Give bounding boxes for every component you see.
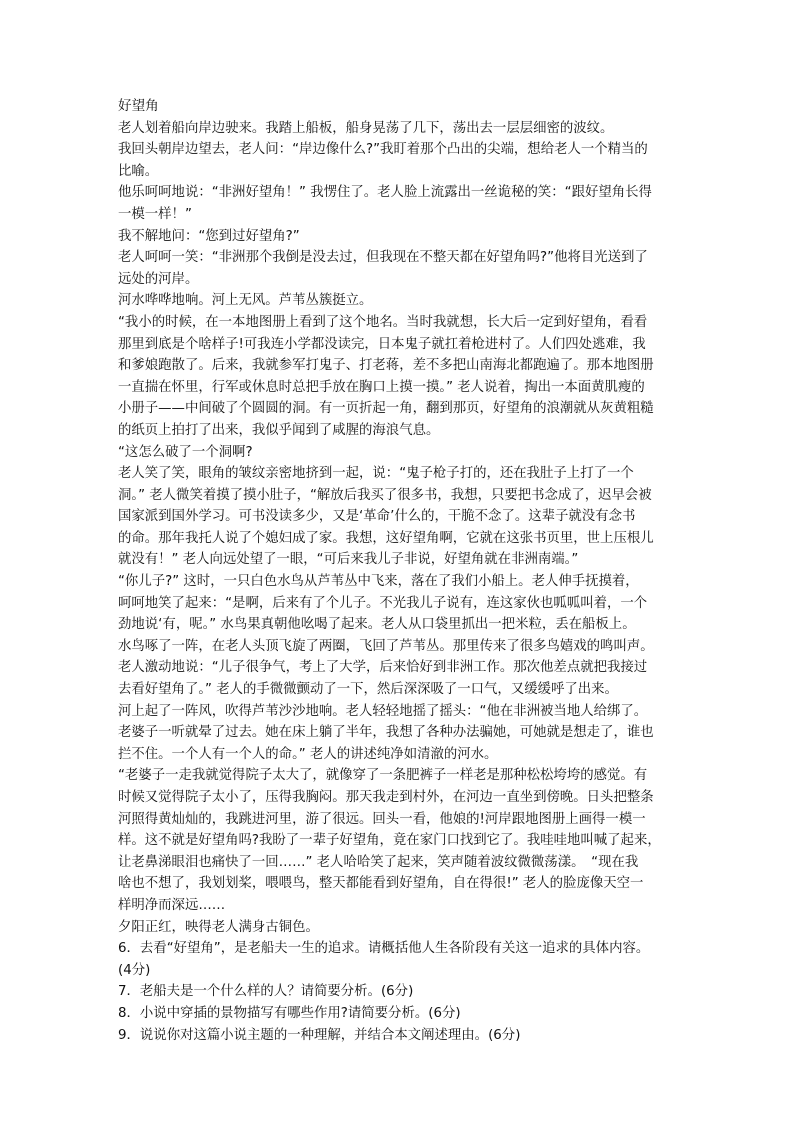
text-line: 的纸页上拍打了出来，我似乎闻到了咸腥的海浪气息。: [118, 422, 440, 438]
text-line: 河水哗哗地响。河上无风。芦苇丛簇挺立。: [118, 293, 373, 309]
text-line: 去看好望角了。” 老人的手微微颤动了一下，然后深深吸了一口气，又缓缓呼了出来。: [118, 682, 618, 698]
text-line: 国家派到国外学习。可书没读多少，又是‘革命’什么的，干脆不念了。这辈子就没有念书: [118, 509, 636, 525]
text-line: 老人笑了笑，眼角的皱纹亲密地挤到一起，说：“鬼子枪子打的，还在我肚子上打了一个: [118, 466, 634, 482]
text-line: 和爹娘跑散了。后来，我就参军打鬼子、打老蒋，差不多把山南海北都跑遍了。那本地图册: [118, 358, 654, 374]
text-line: 9．说说你对这篇小说主题的一种理解，并结合本文阐述理由。(6分): [118, 1027, 521, 1043]
text-line: 老人划着船向岸边驶来。我踏上船板，船身晃荡了几下，荡出去一层层细密的波纹。: [118, 120, 614, 136]
text-line: 河上起了一阵风，吹得芦苇沙沙地响。老人轻轻地摇了摇头：“他在非洲被当地人给绑了。: [118, 703, 648, 719]
text-line: (4分): [118, 962, 151, 978]
text-line: 老人呵呵一笑：“非洲那个我倒是没去过，但我现在不整天都在好望角吗?”他将目光送到了: [118, 250, 648, 266]
text-line: 时候又觉得院子太小了，压得我胸闷。那天我走到村外，在河边一直坐到傍晚。日头把整条: [118, 790, 654, 805]
text-line: 拦不住。一个人有一个人的命。” 老人的讲述纯净如清澈的河水。: [118, 746, 498, 762]
document-page: [118, 96, 686, 1046]
text-line: 呵呵地笑了起来：“是啊，后来有了个儿子。不光我儿子说有，连这家伙也呱呱叫着，一个: [118, 595, 648, 611]
text-line: “这怎么破了一个洞啊?: [118, 444, 253, 460]
text-line: 劲地说‘有，呢。” 水鸟果真朝他吆喝了起来。老人从口袋里抓出一把米粒，丢在船板上。: [118, 617, 636, 633]
text-line: 7．老船夫是一个什么样的人？请简要分析。(6分): [118, 984, 414, 1000]
text-line: 我不解地问：“您到过好望角?”: [118, 228, 300, 244]
text-line: 夕阳正红，映得老人满身古铜色。: [118, 919, 319, 935]
text-line: 他乐呵呵地说：“非洲好望角！” 我愣住了。老人脸上流露出一丝诡秘的笑：“跟好望角长得: [118, 185, 652, 201]
text-line: 8．小说中穿插的景物描写有哪些作用?请简要分析。(6分): [118, 1005, 461, 1021]
text-line: 6．去看“好望角”，是老船夫一生的追求。请概括他人生各阶段有关这一追求的具体内容。: [118, 941, 650, 957]
text-line: 样明净而深远……: [118, 897, 226, 913]
text-line: 比喻。: [118, 163, 159, 179]
document-title: 好望角: [118, 98, 159, 114]
text-line: 水鸟啄了一阵，在老人头顶飞旋了两圈，飞回了芦苇丛。那里传来了很多鸟嬉戏的鸣叫声。: [118, 638, 654, 654]
text-line: 的命。那年我托人说了个媳妇成了家。我想，这好望角啊，它就在这张书页里，世上压根儿: [118, 530, 654, 546]
text-line: 河照得黄灿灿的，我跳进河里，游了很远。回头一看，他娘的!河岸跟地图册上画得一模一: [118, 811, 646, 827]
text-line: 小册子——中间破了个圆圆的洞。有一页折起一角，翻到那页，好望角的浪潮就从灰黄粗糙: [118, 401, 654, 417]
text-line: 啥也不想了，我划划桨，喂喂鸟，整天都能看到好望角，自在得很!” 老人的脸庞像天空一: [118, 876, 644, 892]
text-line: 让老鼻涕眼泪也痛快了一回……” 老人哈哈笑了起来，笑声随着波纹微微荡漾。 “现在我: [118, 854, 639, 870]
text-line: 样。这不就是好望角吗?我盼了一辈子好望角，竟在家门口找到它了。我哇哇地叫喊了起来，: [118, 833, 661, 849]
text-line: 那里到底是个啥样子!可我连小学都没读完，日本鬼子就扛着枪进村了。人们四处逃难，我: [118, 336, 646, 352]
text-line: 一直揣在怀里，行军或休息时总把手放在胸口上摸一摸。” 老人说着，掏出一本面黄肌瘦的: [118, 379, 645, 395]
text-line: 老人激动地说：“儿子很争气，考上了大学，后来恰好到非洲工作。那次他差点就把我接过: [118, 660, 648, 676]
document-body: [118, 118, 686, 1047]
text-line: “你儿子?” 这时，一只白色水鸟从芦苇丛中飞来，落在了我们小船上。老人伸手抚摸着，: [118, 574, 639, 590]
text-line: 一模一样！”: [118, 206, 192, 222]
text-line: 老婆子一听就晕了过去。她在床上躺了半年，我想了各种办法骗她，可她就是想走了，谁也: [118, 725, 654, 741]
text-line: 远处的河岸。: [118, 271, 199, 287]
text-line: 我回头朝岸边望去，老人问：“岸边像什么?”我盯着那个凸出的尖端，想给老人一个精当的: [118, 142, 648, 158]
text-line: 就没有！” 老人向远处望了一眼，“可后来我儿子非说，好望角就在非洲南端。”: [118, 552, 579, 568]
text-line: “我小的时候，在一本地图册上看到了这个地名。当时我就想，长大后一定到好望角，看看: [118, 314, 648, 330]
text-line: “老婆子一走我就觉得院子太大了，就像穿了一条肥裤子一样老是那种松松垮垮的感觉。有: [118, 768, 648, 784]
text-line: 洞。” 老人微笑着摸了摸小肚子，“解放后我买了很多书，我想，只要把书念成了，迟早会被: [118, 487, 652, 503]
